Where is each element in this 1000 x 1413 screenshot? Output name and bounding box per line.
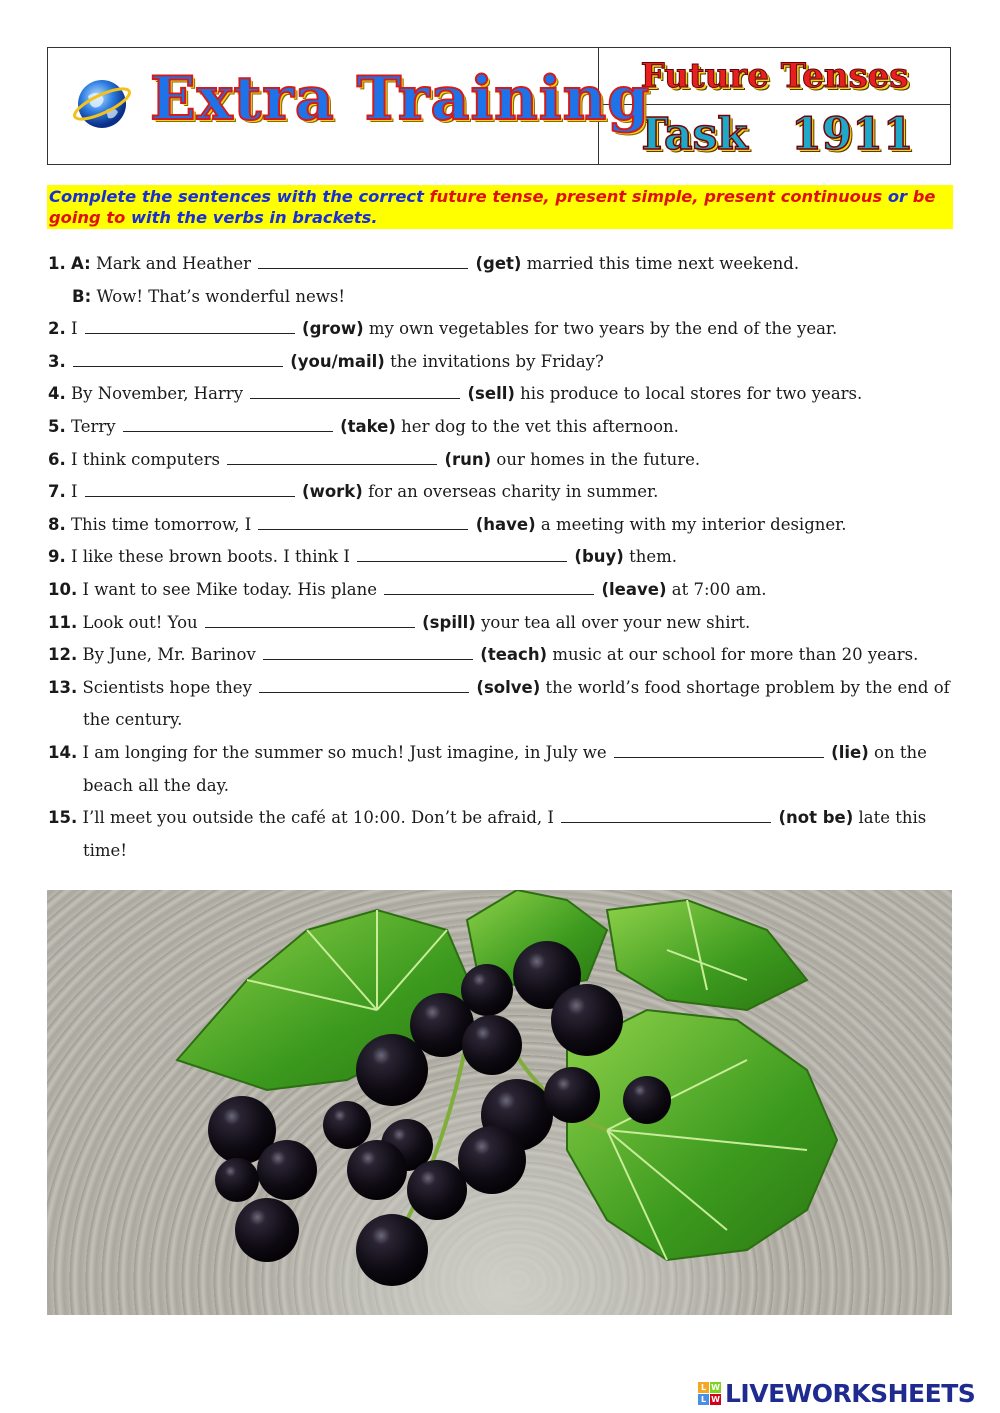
question-number: 1. bbox=[48, 254, 66, 273]
answer-blank[interactable] bbox=[250, 384, 460, 399]
question-text: I bbox=[71, 482, 78, 502]
instruction-text bbox=[47, 185, 953, 229]
answer-blank[interactable] bbox=[258, 254, 468, 269]
instruction-part: or bbox=[882, 187, 913, 206]
task-cell bbox=[599, 105, 950, 164]
verb-hint: (spill) bbox=[422, 612, 476, 632]
question-text: Look out! You bbox=[82, 612, 198, 632]
question-number: 3. bbox=[48, 351, 66, 371]
verb-hint: (teach) bbox=[480, 645, 548, 665]
badge-letter: L bbox=[698, 1394, 709, 1405]
question-number: 13. bbox=[48, 677, 78, 697]
badge-letter: W bbox=[711, 1394, 720, 1404]
question-text: my own vegetables for two years by the end of the year. bbox=[368, 319, 838, 339]
question-item bbox=[48, 476, 953, 509]
question-number: 4. bbox=[48, 384, 66, 404]
answer-blank[interactable] bbox=[357, 547, 567, 562]
topic-cell bbox=[599, 48, 950, 105]
globe-icon bbox=[70, 70, 134, 134]
speaker-label: B: bbox=[72, 286, 92, 306]
question-number: 7. bbox=[48, 482, 66, 502]
question-number: 12. bbox=[48, 645, 78, 665]
question-text: I am longing for the summer so much! Just imagine, in July we bbox=[82, 742, 607, 762]
badge-letter: W bbox=[711, 1382, 720, 1392]
verb-hint: (buy) bbox=[574, 547, 624, 567]
verb-hint: (grow) bbox=[302, 319, 364, 339]
question-text: the world’s food shortage problem by the end of the century. bbox=[83, 677, 950, 730]
question-text: I bbox=[71, 319, 78, 339]
question-text: his produce to local stores for two years. bbox=[520, 384, 863, 404]
task-number: Task 1911 bbox=[635, 109, 914, 160]
question-text: her dog to the vet this afternoon. bbox=[401, 416, 679, 436]
question-number: 8. bbox=[48, 514, 66, 534]
task-info bbox=[599, 48, 950, 164]
badge-letter: L bbox=[698, 1382, 709, 1393]
question-item bbox=[48, 802, 953, 867]
logo-text: LIVEWORKSHEETS bbox=[725, 1378, 976, 1408]
question-number: 2. bbox=[48, 319, 66, 339]
question-text: for an overseas charity in summer. bbox=[368, 482, 659, 502]
speaker-label: A: bbox=[71, 254, 91, 273]
question-number: 6. bbox=[48, 449, 66, 469]
topic-title: Future Tenses bbox=[640, 56, 909, 96]
question-text: our homes in the future. bbox=[496, 449, 701, 469]
question-text: on the beach all the day. bbox=[83, 742, 927, 795]
question-text: I’ll meet you outside the café at 10:00. Don’t be afraid, I bbox=[82, 808, 554, 828]
answer-blank[interactable] bbox=[205, 613, 415, 628]
header-banner bbox=[47, 47, 951, 165]
question-item bbox=[48, 411, 953, 444]
question-item bbox=[48, 607, 953, 640]
question-text: This time tomorrow, I bbox=[71, 514, 252, 534]
question-text: By November, Harry bbox=[71, 384, 244, 404]
question-text: music at our school for more than 20 years. bbox=[552, 645, 919, 665]
answer-blank[interactable] bbox=[227, 450, 437, 465]
blackcurrant-photo bbox=[47, 890, 952, 1315]
question-number: 14. bbox=[48, 742, 78, 762]
instruction-highlight: be going to bbox=[49, 187, 936, 227]
brand-area bbox=[48, 48, 651, 164]
question-item bbox=[48, 313, 953, 346]
answer-blank[interactable] bbox=[259, 678, 469, 693]
answer-blank[interactable] bbox=[263, 645, 473, 660]
question-text: them. bbox=[629, 547, 677, 567]
instruction-part: Complete the sentences with the correct bbox=[49, 187, 430, 206]
instruction-part: with the verbs in brackets. bbox=[125, 208, 378, 227]
answer-blank[interactable] bbox=[85, 482, 295, 497]
question-item bbox=[48, 541, 953, 574]
question-text: married this time next weekend. bbox=[526, 254, 800, 273]
question-text: a meeting with my interior designer. bbox=[540, 514, 847, 534]
question-text: I think computers bbox=[71, 449, 220, 469]
verb-hint: (take) bbox=[340, 416, 396, 436]
answer-blank[interactable] bbox=[123, 417, 333, 432]
question-text: the invitations by Friday? bbox=[390, 351, 604, 371]
answer-blank[interactable] bbox=[561, 808, 771, 823]
question-number: 15. bbox=[48, 808, 78, 828]
question-text: Wow! That’s wonderful news! bbox=[96, 286, 346, 306]
question-item bbox=[48, 346, 953, 379]
question-item bbox=[48, 248, 953, 281]
question-number: 11. bbox=[48, 612, 78, 632]
answer-blank[interactable] bbox=[73, 352, 283, 367]
question-text: Terry bbox=[71, 416, 116, 436]
verb-hint: (solve) bbox=[476, 677, 541, 697]
question-number: 9. bbox=[48, 547, 66, 567]
verb-hint: (get) bbox=[475, 254, 522, 273]
question-item bbox=[48, 574, 953, 607]
question-text: I like these brown boots. I think I bbox=[71, 547, 350, 567]
question-text: late this time! bbox=[83, 808, 927, 860]
question-text: Mark and Heather bbox=[95, 254, 251, 273]
verb-hint: (run) bbox=[444, 449, 492, 469]
verb-hint: (work) bbox=[302, 482, 363, 502]
logo-badge-icon bbox=[698, 1382, 721, 1405]
question-item bbox=[48, 378, 953, 411]
answer-blank[interactable] bbox=[85, 319, 295, 334]
answer-blank[interactable] bbox=[258, 515, 468, 530]
question-item bbox=[48, 737, 953, 802]
verb-hint: (have) bbox=[475, 514, 536, 534]
question-number: 5. bbox=[48, 416, 66, 436]
question-item bbox=[48, 444, 953, 477]
question-list bbox=[48, 248, 953, 867]
question-item bbox=[48, 672, 953, 737]
question-text: Scientists hope they bbox=[82, 677, 252, 697]
verb-hint: (you/mail) bbox=[290, 351, 385, 371]
question-text: your tea all over your new shirt. bbox=[481, 612, 751, 632]
question-text: By June, Mr. Barinov bbox=[82, 645, 256, 665]
brand-title: Extra Training bbox=[150, 64, 651, 134]
blackcurrant-illustration bbox=[47, 890, 952, 1315]
question-item bbox=[48, 639, 953, 672]
liveworksheets-logo[interactable] bbox=[698, 1378, 975, 1408]
question-number: 10. bbox=[48, 579, 78, 599]
question-text: at 7:00 am. bbox=[671, 579, 767, 599]
question-item bbox=[48, 509, 953, 542]
verb-hint: (leave) bbox=[601, 579, 667, 599]
question-text: I want to see Mike today. His plane bbox=[82, 579, 377, 599]
answer-blank[interactable] bbox=[384, 580, 594, 595]
verb-hint: (sell) bbox=[467, 384, 515, 404]
verb-hint: (lie) bbox=[831, 742, 869, 762]
verb-hint: (not be) bbox=[778, 808, 854, 828]
instruction-highlight: future tense, present simple, present continuous bbox=[429, 187, 883, 206]
question-item bbox=[48, 281, 953, 314]
answer-blank[interactable] bbox=[614, 743, 824, 758]
